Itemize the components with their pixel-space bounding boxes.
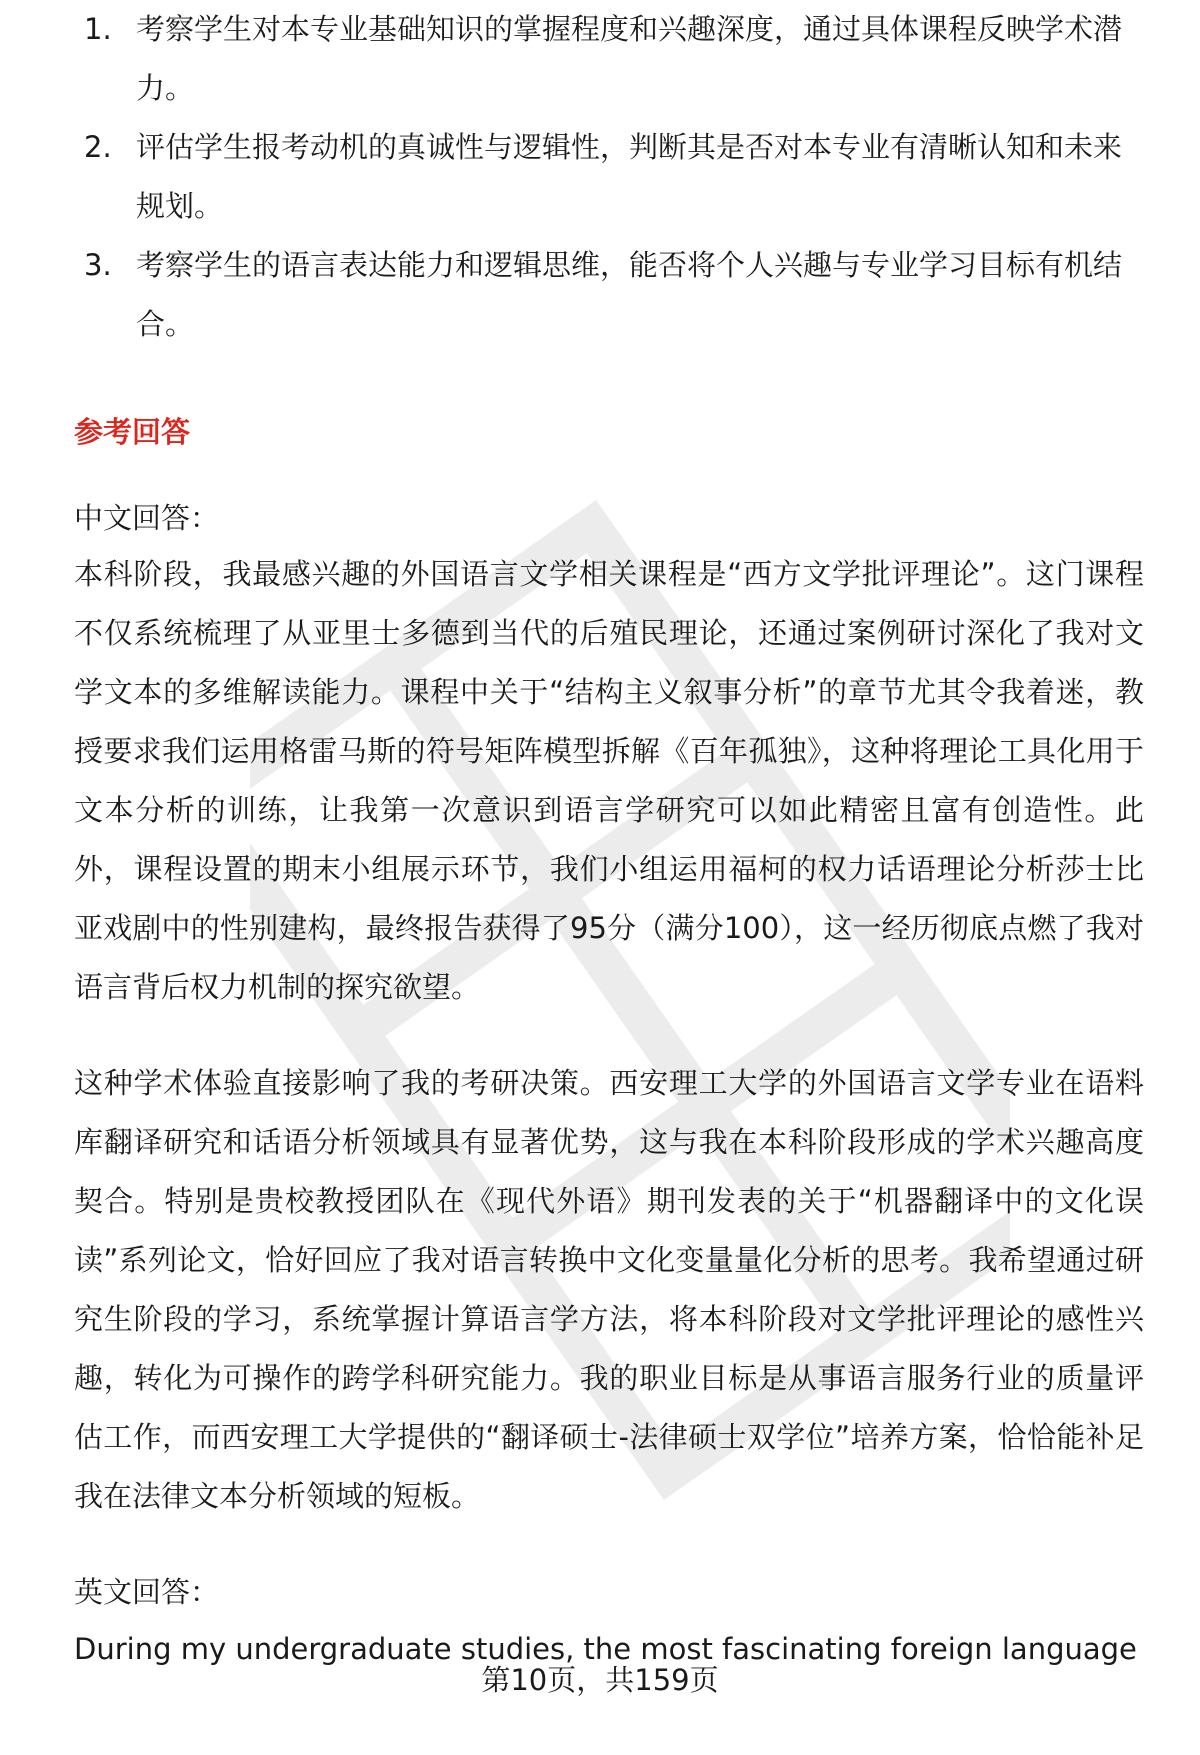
- chinese-answer-label: 中文回答：: [74, 501, 220, 535]
- list-number: 3.: [84, 248, 112, 282]
- chinese-paragraph: 本科阶段，我最感兴趣的外国语言文学相关课程是“西方文学批评理论”。这门课程不仅系统梳理了从亚里士多德到当代的后殖民理论，还通过案例研讨深化了我对文学文本的多维解读能力。课程中关于“结构主义叙事分析”的章节尤其令我着迷，教授要求我们运用格雷马斯的符号矩阵模型拆解《百年孤独》，这种将理论工具化用于文本分析的训练，让我第一次意识到语言学研究可以如此精密且富有创造性。此外，课程设置的期末小组展示环节，我们小组运用福柯的权力话语理论分析莎士比亚戏剧中的性别建构，最终报告获得了95分（满分100），这一经历彻底点燃了我对语言背后权力机制的探究欲望。: [74, 557, 1144, 1004]
- list-number: 2.: [84, 130, 112, 164]
- reference-answer-heading: 参考回答: [74, 415, 191, 449]
- evaluation-point: [84, 236, 1144, 354]
- page-footer: 第10页，共159页: [481, 1663, 719, 1697]
- english-answer-label: 英文回答：: [74, 1575, 220, 1609]
- list-item-text: 评估学生报考动机的真诚性与逻辑性，判断其是否对本专业有清晰认知和未来规划。: [136, 130, 1123, 223]
- chinese-paragraph: 这种学术体验直接影响了我的考研决策。西安理工大学的外国语言文学专业在语料库翻译研究和话语分析领域具有显著优势，这与我在本科阶段形成的学术兴趣高度契合。特别是贵校教授团队在《现代外语》期刊发表的关于“机器翻译中的文化误读”系列论文，恰好回应了我对语言转换中文化变量量化分析的思考。我希望通过研究生阶段的学习，系统掌握计算语言学方法，将本科阶段对文学批评理论的感性兴趣，转化为可操作的跨学科研究能力。我的职业目标是从事语言服务行业的质量评估工作，而西安理工大学提供的“翻译硕士-法律硕士双学位”培养方案，恰恰能补足我在法律文本分析领域的短板。: [74, 1066, 1144, 1513]
- list-item-text: 考察学生的语言表达能力和逻辑思维，能否将个人兴趣与专业学习目标有机结合。: [136, 248, 1123, 341]
- list-number: 1.: [84, 12, 112, 46]
- list-item-text: 考察学生对本专业基础知识的掌握程度和兴趣深度，通过具体课程反映学术潜力。: [136, 12, 1123, 105]
- evaluation-point: [84, 0, 1144, 118]
- evaluation-point: [84, 118, 1144, 236]
- evaluation-points-list: [84, 12, 1144, 354]
- english-paragraph-start: During my undergraduate studies, the most fascinating foreign language: [74, 1632, 1137, 1666]
